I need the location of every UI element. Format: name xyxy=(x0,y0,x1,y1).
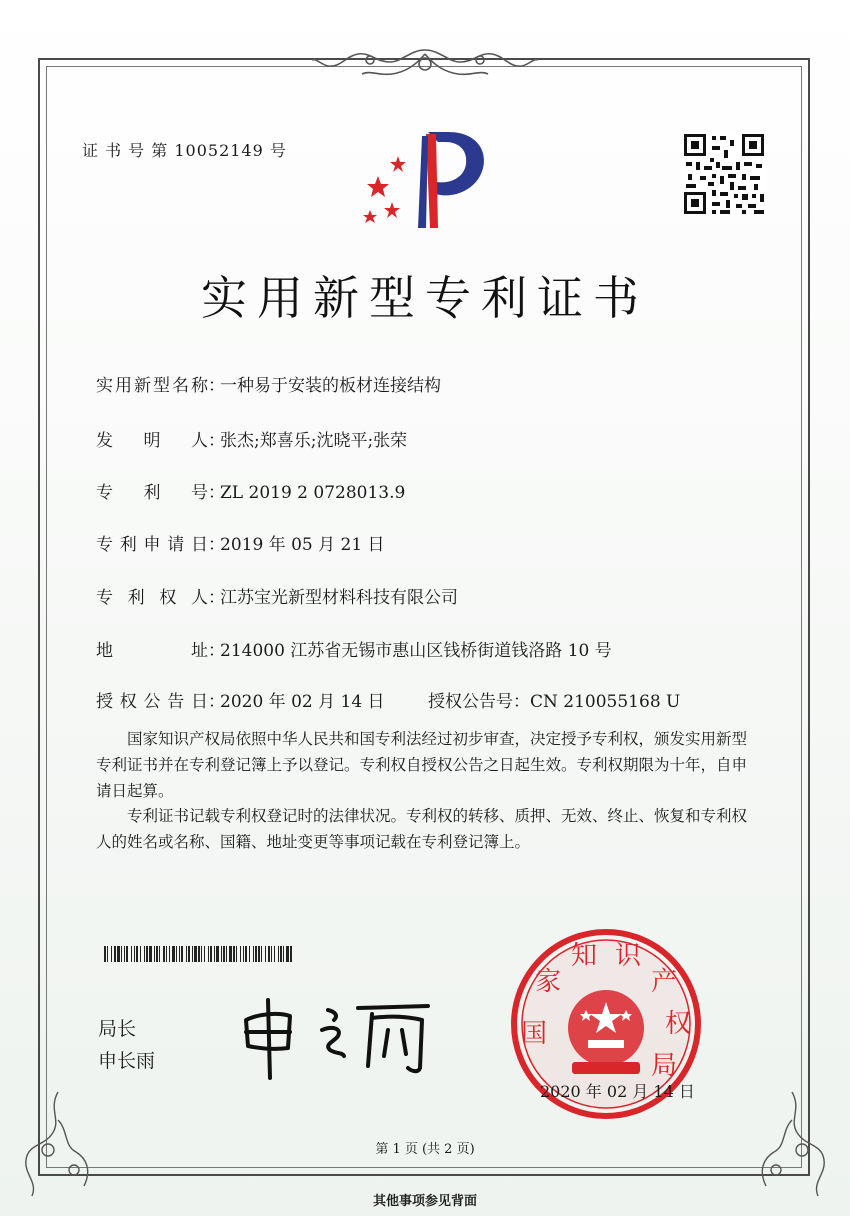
field-announcement-number: 授权公告号：CN 210055168 U xyxy=(428,692,681,712)
field-patentee: 专利权人：江苏宝光新型材料科技有限公司 xyxy=(96,583,458,608)
field-label: 授权公告号 xyxy=(428,692,513,712)
seal-char: 权 xyxy=(664,1009,692,1039)
paragraph-text: 国家知识产权局依照中华人民共和国专利法经过初步审查，决定授予专利权，颁发实用新型专利证书并在专利登记簿上予以登记。专利权自授权公告之日起生效。专利权期限为十年，自申请日起算。 xyxy=(96,730,748,800)
field-value: 江苏宝光新型材料科技有限公司 xyxy=(220,588,458,608)
signature-icon xyxy=(238,990,438,1080)
top-ornament-icon xyxy=(310,44,540,84)
seal-char: 知 xyxy=(570,941,598,971)
qr-code-icon xyxy=(682,132,766,216)
seal-char: 局 xyxy=(650,1051,678,1081)
field-application-date: 专利申请日：2019 年 05 月 21 日 xyxy=(96,530,385,555)
director-title: 局长 xyxy=(98,1018,137,1040)
certificate-number: 证 书 号 第 10052149 号 xyxy=(82,141,287,160)
field-label: 专利权人 xyxy=(96,588,208,608)
seal-char: 国 xyxy=(520,1019,548,1049)
field-value: 214000 江苏省无锡市惠山区钱桥街道钱洛路 10 号 xyxy=(220,641,612,661)
field-value: 2019 年 05 月 21 日 xyxy=(220,535,385,555)
barcode xyxy=(104,946,293,962)
footer-note: 其他事项参见背面 xyxy=(372,1194,477,1209)
field-utility-model-name: 实用新型名称：一种易于安装的板材连接结构 xyxy=(96,371,441,396)
field-address: 地址：214000 江苏省无锡市惠山区钱桥街道钱洛路 10 号 xyxy=(96,636,612,661)
field-patent-number: 专利号：ZL 2019 2 0728013.9 xyxy=(96,478,405,503)
cnipa-logo-icon xyxy=(356,128,492,234)
field-value: ZL 2019 2 0728013.9 xyxy=(220,483,406,503)
field-label: 实用新型名称 xyxy=(96,376,208,396)
field-label: 发明人 xyxy=(96,431,208,451)
field-value: CN 210055168 U xyxy=(530,692,681,712)
legal-paragraph-1 xyxy=(96,726,748,804)
field-label: 专利申请日 xyxy=(96,535,208,555)
seal-char: 识 xyxy=(614,941,642,971)
page-indicator: 第 1 页 (共 2 页) xyxy=(375,1142,475,1157)
field-value: 2020 年 02 月 14 日 xyxy=(220,692,385,712)
seal-char: 家 xyxy=(534,967,562,997)
legal-paragraph-2 xyxy=(96,803,748,855)
field-value: 张杰;郑喜乐;沈晓平;张荣 xyxy=(220,431,408,451)
field-announcement-date: 授权公告日：2020 年 02 月 14 日 xyxy=(96,687,385,712)
director-name: 申长雨 xyxy=(98,1050,156,1072)
paragraph-text: 专利证书记载专利权登记时的法律状况。专利权的转移、质押、无效、终止、恢复和专利权人的姓名或名称、国籍、地址变更等事项记载在专利登记簿上。 xyxy=(96,807,748,851)
field-label: 专利号 xyxy=(96,483,208,503)
field-value: 一种易于安装的板材连接结构 xyxy=(220,376,441,396)
field-label: 地址 xyxy=(96,641,208,661)
barcode-bar xyxy=(292,946,293,962)
seal-date: 2020 年 02 月 14 日 xyxy=(540,1082,695,1101)
field-label: 授权公告日 xyxy=(96,692,208,712)
field-inventors: 发明人：张杰;郑喜乐;沈晓平;张荣 xyxy=(96,426,407,451)
seal-char: 产 xyxy=(650,967,678,997)
certificate-title: 实用新型专利证书 xyxy=(201,271,649,325)
